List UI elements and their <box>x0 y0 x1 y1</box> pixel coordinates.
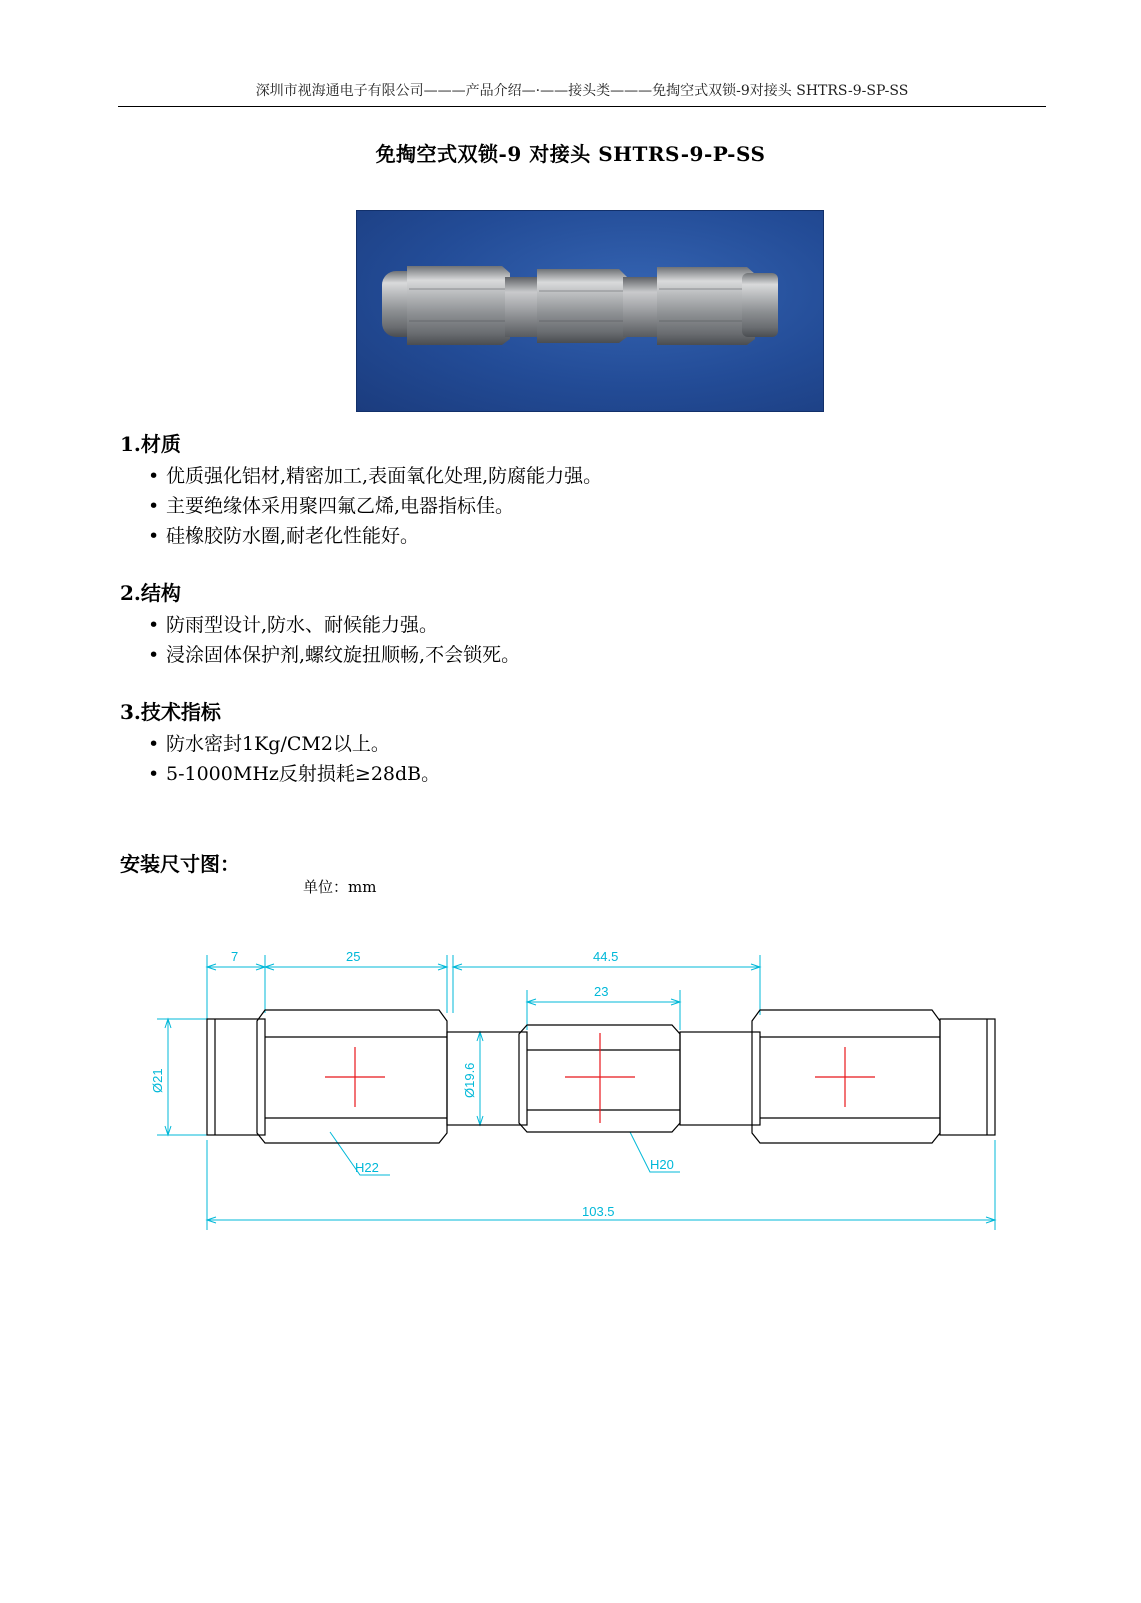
list-item-text: 防水密封1Kg/CM2以上。 <box>166 733 390 755</box>
list-item <box>120 491 602 521</box>
list-item <box>120 729 440 759</box>
dim-label-phi19-6: Ø19.6 <box>462 1062 477 1098</box>
bullet: • <box>148 465 160 487</box>
list-item-text: 浸涂固体保护剂,螺纹旋扭顺畅,不会锁死。 <box>166 644 521 666</box>
list-item-text: 5-1000MHz反射损耗≥28dB。 <box>166 763 441 785</box>
list-item-text: 优质强化铝材,精密加工,表面氧化处理,防腐能力强。 <box>166 465 603 487</box>
list-item <box>120 610 520 640</box>
dimension-lines <box>157 955 995 1230</box>
product-photo <box>356 210 824 412</box>
section-title: 2.结构 <box>120 581 181 605</box>
list-item-text: 防雨型设计,防水、耐候能力强。 <box>166 614 439 636</box>
section-specs <box>120 696 440 789</box>
page-header: 深圳市视海通电子有限公司———产品介绍—·——接头类———免掏空式双锁-9对接头 SHTRS-9-SP-SS <box>118 78 1046 107</box>
section-structure <box>120 577 520 670</box>
bullet: • <box>148 495 160 517</box>
bullet: • <box>148 733 160 755</box>
install-dimensions-title: 安装尺寸图： <box>120 852 240 876</box>
dim-label-25: 25 <box>346 949 361 964</box>
section-material <box>120 428 602 551</box>
list-item-text: 主要绝缘体采用聚四氟乙烯,电器指标佳。 <box>166 495 515 517</box>
dimension-labels <box>150 949 674 1219</box>
bullet: • <box>148 525 160 547</box>
dim-label-phi21: Ø21 <box>150 1068 165 1093</box>
dim-label-44-5: 44.5 <box>593 949 619 964</box>
document-title: 免掏空式双锁-9 对接头 SHTRS-9-P-SS <box>375 142 766 166</box>
hex-label-h20: H20 <box>650 1157 674 1172</box>
center-marks <box>325 1033 875 1123</box>
list-item <box>120 759 440 789</box>
bullet: • <box>148 644 160 666</box>
list-item <box>120 461 602 491</box>
dim-label-23: 23 <box>594 984 609 999</box>
list-item <box>120 521 602 551</box>
bullet: • <box>148 614 160 636</box>
bullet: • <box>148 763 160 785</box>
dim-label-total: 103.5 <box>582 1204 615 1219</box>
section-title: 3.技术指标 <box>120 700 221 724</box>
hex-label-h22: H22 <box>355 1160 379 1175</box>
dim-label-7: 7 <box>231 949 239 964</box>
unit-label: 单位：mm <box>303 878 377 896</box>
list-item <box>120 640 520 670</box>
list-item-text: 硅橡胶防水圈,耐老化性能好。 <box>166 525 420 547</box>
dimension-drawing <box>150 949 1030 1265</box>
section-title: 1.材质 <box>120 432 181 456</box>
